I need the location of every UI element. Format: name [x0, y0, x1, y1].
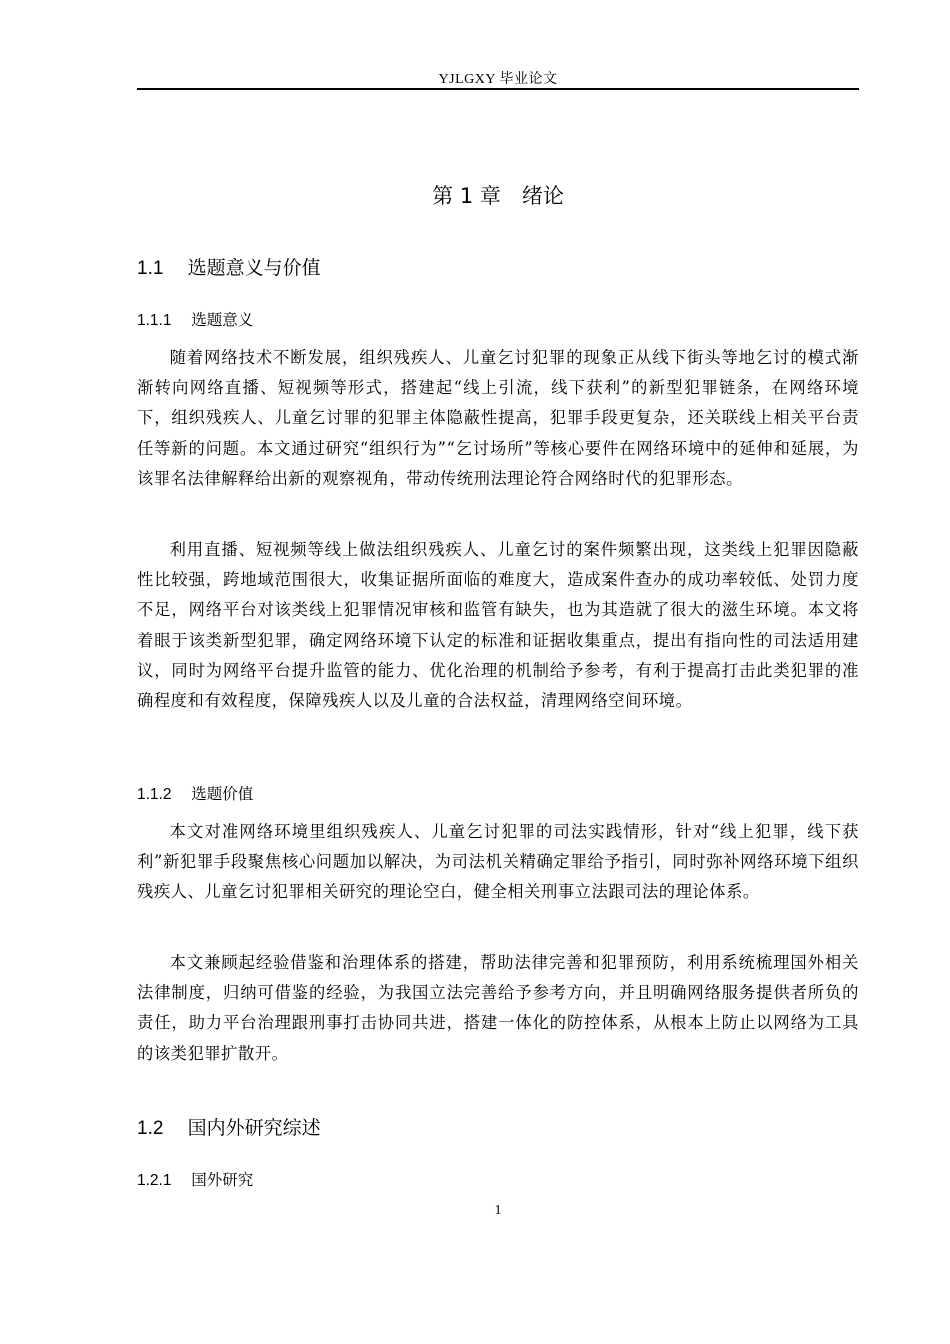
running-header: YJLGXY 毕业论文 — [438, 72, 558, 87]
section-heading-1-1 — [137, 253, 321, 280]
page-number: 1 — [494, 1203, 502, 1218]
chapter-title: 第 1 章 绪论 — [432, 184, 564, 208]
paragraph-1: 随着网络技术不断发展，组织残疾人、儿童乞讨犯罪的现象正从线下街头等地乞讨的模式渐渐转向网络直播、短视频等形式，搭建起“线上引流，线下获利”的新型犯罪链条，在网络环境下，组织残疾人、儿童乞讨罪的犯罪主体隐蔽性提高，犯罪手段更复杂，还关联线上相关平台责任等新的问题。本文通过研究“组织行为”“乞讨场所”等核心要件在网络环境中的延伸和延展，为该罪名法律解释给出新的观察视角，带动传统刑法理论符合网络时代的犯罪形态。 — [137, 348, 859, 488]
section-heading-1-2 — [137, 1113, 321, 1140]
paragraph-3: 本文对准网络环境里组织残疾人、儿童乞讨犯罪的司法实践情形，针对“线上犯罪，线下获利”新犯罪手段聚焦核心问题加以解决，为司法机关精确定罪给予指引，同时弥补网络环境下组织残疾人、儿童乞讨犯罪相关研究的理论空白，健全相关刑事立法跟司法的理论体系。 — [137, 822, 859, 902]
subsection-title: 选题意义 — [191, 311, 254, 329]
section-title: 选题意义与价值 — [187, 257, 321, 279]
subsection-number: 1.1.2 — [137, 786, 172, 803]
section-number: 1.1 — [137, 258, 164, 279]
section-title: 国内外研究综述 — [187, 1117, 321, 1139]
subsection-heading-1-2-1 — [137, 1168, 253, 1190]
paragraph-4: 本文兼顾起经验借鉴和治理体系的搭建，帮助法律完善和犯罪预防，利用系统梳理国外相关法律制度，归纳可借鉴的经验，为我国立法完善给予参考方向，并且明确网络服务提供者所负的责任，助力平台治理跟刑事打击协同共进，搭建一体化的防控体系，从根本上防止以网络为工具的该类犯罪扩散开。 — [137, 953, 859, 1063]
subsection-heading-1-1-2 — [137, 782, 253, 804]
subsection-title: 国外研究 — [191, 1171, 254, 1189]
header-rule — [137, 88, 859, 90]
subsection-title: 选题价值 — [191, 785, 254, 803]
section-number: 1.2 — [137, 1118, 164, 1139]
paragraph-2: 利用直播、短视频等线上做法组织残疾人、儿童乞讨的案件频繁出现，这类线上犯罪因隐蔽性比较强，跨地域范围很大，收集证据所面临的难度大，造成案件查办的成功率较低、处罚力度不足，网络平台对该类线上犯罪情况审核和监管有缺失，也为其造就了很大的滋生环境。本文将着眼于该类新型犯罪，确定网络环境下认定的标准和证据收集重点，提出有指向性的司法适用建议，同时为网络平台提升监管的能力、优化治理的机制给予参考，有利于提高打击此类犯罪的准确程度和有效程度，保障残疾人以及儿童的合法权益，清理网络空间环境。 — [137, 540, 859, 711]
subsection-heading-1-1-1 — [137, 308, 253, 330]
subsection-number: 1.2.1 — [137, 1172, 172, 1189]
subsection-number: 1.1.1 — [137, 312, 172, 329]
